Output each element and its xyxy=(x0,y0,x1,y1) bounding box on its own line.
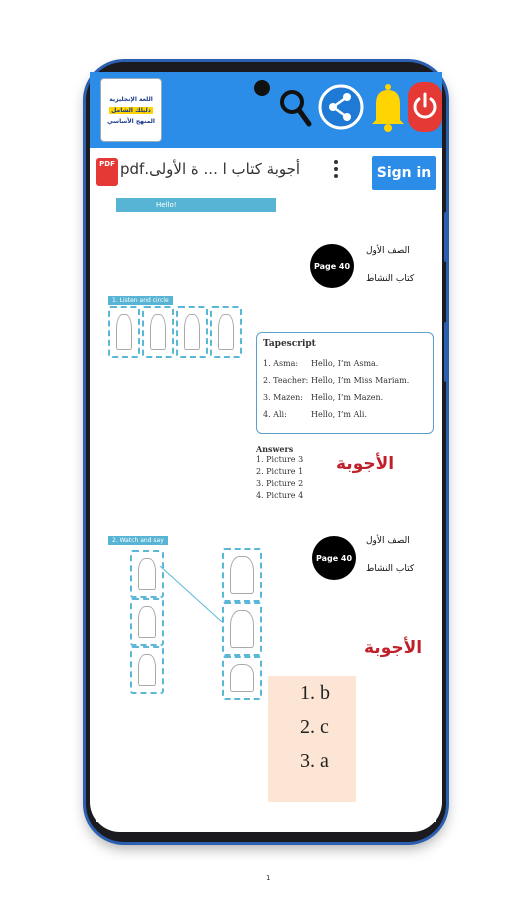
tapescript-line xyxy=(263,359,378,368)
tapescript-title: Tapescript xyxy=(263,339,316,349)
phone-frame xyxy=(86,62,446,882)
exercise-picture xyxy=(108,306,140,358)
pdf-file-icon xyxy=(96,158,118,186)
answer-key-item: 1. b xyxy=(300,682,330,704)
overflow-menu-icon[interactable] xyxy=(334,160,338,181)
answer-item: 3. Picture 2 xyxy=(256,479,304,488)
tapescript-line xyxy=(263,376,409,385)
tapescript-speaker: 4. Ali: xyxy=(263,410,287,419)
answers-list xyxy=(256,444,303,502)
matching-lines xyxy=(160,562,224,632)
volume-button xyxy=(444,212,448,262)
tapescript-text: Hello, I’m Miss Mariam. xyxy=(311,376,410,385)
answer-key-item: 3. a xyxy=(300,750,329,772)
grade-label-top: الصف الأول xyxy=(366,246,410,256)
answer-item: 4. Picture 4 xyxy=(256,491,304,500)
exercise-picture xyxy=(222,548,262,602)
page-badge-top xyxy=(310,244,354,288)
page-badge-bottom xyxy=(312,536,356,580)
power-side-button xyxy=(444,322,448,382)
power-icon[interactable] xyxy=(408,82,442,132)
page-badge-bottom-label: Page 40 xyxy=(315,553,353,563)
tapescript-speaker: 2. Teacher: xyxy=(263,376,309,385)
tapescript-speaker: 3. Mazen: xyxy=(263,393,303,402)
tapescript-text: Hello, I’m Ali. xyxy=(311,410,367,419)
exercise-picture xyxy=(222,602,262,656)
exercise-picture xyxy=(222,656,262,700)
grade-label-bottom: الصف الأول xyxy=(366,536,410,546)
pdf-title: أجوبة كتاب ا ... ة الأولى.pdf xyxy=(120,160,301,178)
page-number: 1 xyxy=(266,874,271,882)
tapescript-line xyxy=(263,410,367,419)
tapescript-text: Hello, I’m Mazen. xyxy=(311,393,384,402)
app-logo xyxy=(100,78,162,142)
tapescript-text: Hello, I’m Asma. xyxy=(311,359,379,368)
search-icon[interactable] xyxy=(278,88,312,128)
section-2-label: 2. Watch and say xyxy=(108,536,168,545)
logo-line-2: دليلك الشامل xyxy=(111,106,151,114)
section-1-label: 1. Listen and circle xyxy=(108,296,173,305)
pdf-badge-label: PDF xyxy=(99,160,115,168)
camera-notch xyxy=(254,80,270,96)
book-label-bottom: كتاب النشاط xyxy=(366,564,415,574)
sign-in-button[interactable]: Sign in xyxy=(372,156,436,190)
answer-item: 1. Picture 3 xyxy=(256,455,304,464)
share-icon[interactable] xyxy=(318,82,364,132)
answer-item: 2. Picture 1 xyxy=(256,467,304,476)
answer-key-box xyxy=(268,676,356,802)
document-page xyxy=(96,192,436,882)
answers-heading-ar-1: الأجوبة xyxy=(336,454,395,474)
page-badge-top-label: Page 40 xyxy=(313,261,351,271)
answers-heading-ar-2: الأجوبة xyxy=(364,638,423,658)
screen xyxy=(90,72,442,882)
tapescript-speaker: 1. Asma: xyxy=(263,359,299,368)
logo-line-3: المنهج الأساسي xyxy=(107,117,155,125)
book-label-top: كتاب النشاط xyxy=(366,274,415,284)
answer-key-item: 2. c xyxy=(300,716,329,738)
app-toolbar xyxy=(90,72,442,148)
exercise-picture xyxy=(176,306,208,358)
exercise-picture xyxy=(142,306,174,358)
page-header-stripe: Hello! xyxy=(116,198,276,212)
exercise-picture xyxy=(130,646,164,694)
exercise-picture xyxy=(210,306,242,358)
tapescript-box xyxy=(256,332,434,434)
answers-title: Answers xyxy=(256,444,294,454)
logo-line-1: اللغة الإنجليزية xyxy=(109,95,153,103)
exercise-picture xyxy=(130,550,164,598)
bell-icon[interactable] xyxy=(370,82,406,134)
tapescript-line xyxy=(263,393,383,402)
exercise-picture xyxy=(130,598,164,646)
